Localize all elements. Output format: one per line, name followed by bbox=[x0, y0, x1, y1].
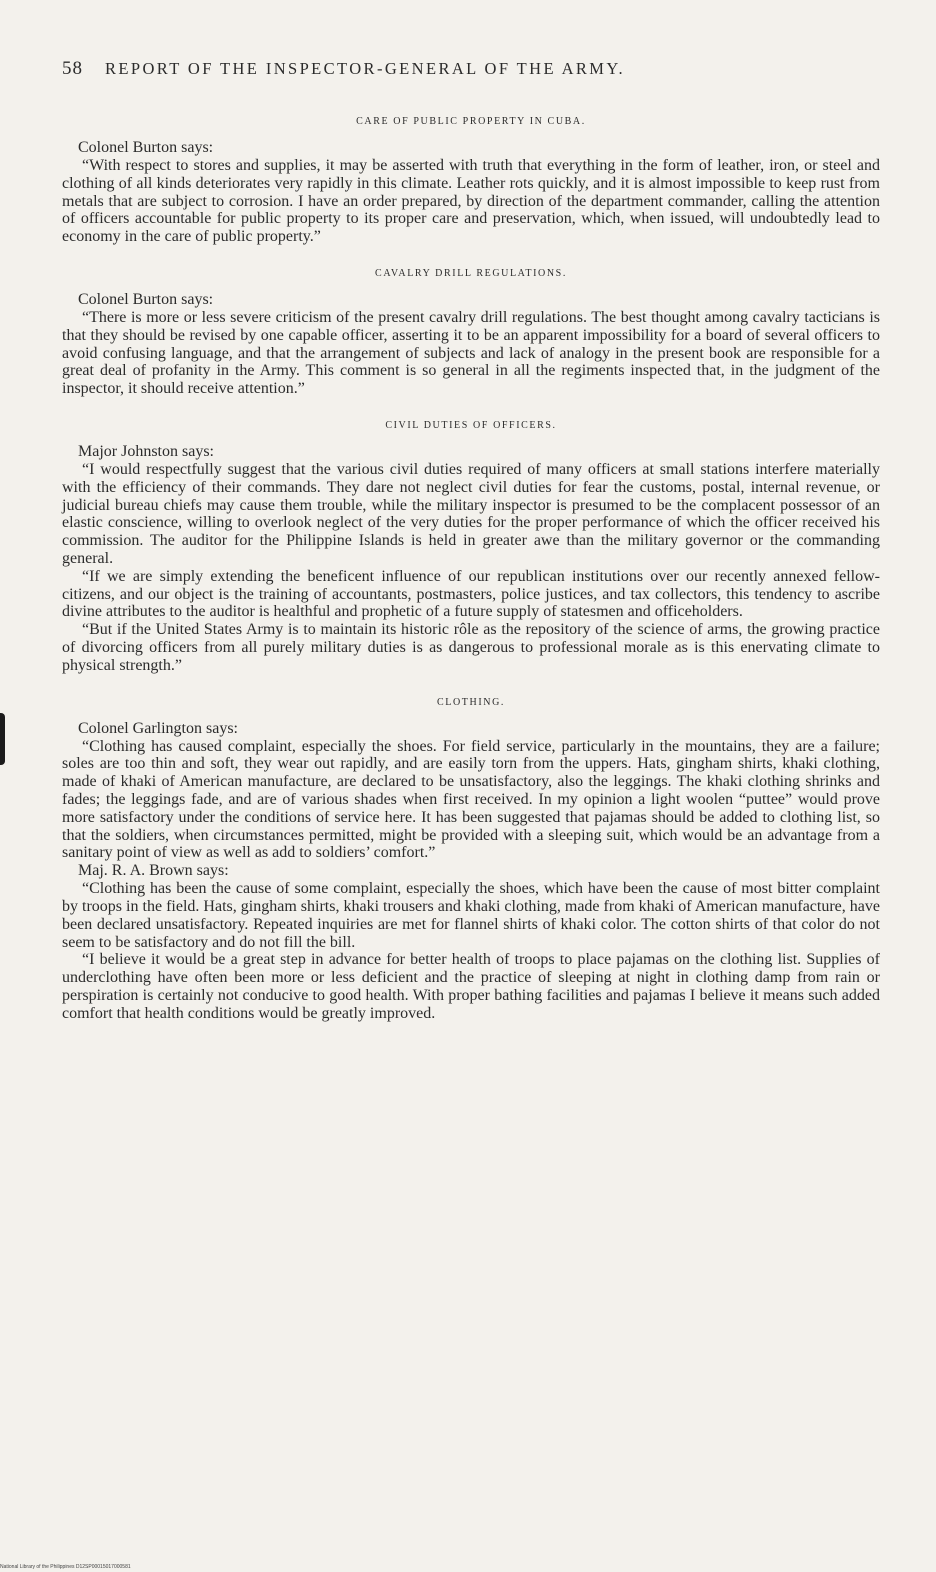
section-clothing bbox=[62, 697, 880, 863]
section-title: CAVALRY DRILL REGULATIONS. bbox=[375, 267, 567, 279]
running-title: REPORT OF THE INSPECTOR-GENERAL OF THE ARMY. bbox=[105, 59, 626, 78]
section-cavalry-drill-regulations bbox=[62, 268, 880, 398]
section-title: CLOTHING. bbox=[436, 696, 505, 708]
paragraph: “I would respectfully suggest that the various civil duties required of many officers at small stations interfere materially with the efficiency of their commands. They dare not neglect civil duties for fear the customs, postal, internal revenue, or judicial bureau chiefs may cause them trouble, while the military inspector is presumed to be the complacent possessor of an elastic conscience, willing to overlook neglect of the very duties for the proper performance of which the officer received his commission. The auditor for the Philippine Islands is held in greater awe than the military governor or the commanding general. bbox=[62, 460, 880, 567]
paragraph: “If we are simply extending the beneficent influence of our republican institutions over our recently annexed fellow-citizens, and our object is the training of accountants, postmasters, police justices, and tax collectors, this tendency to ascribe divine attributes to the auditor is healthful and prophetic of a future supply of statesmen and officeholders. bbox=[62, 567, 880, 621]
section-title: CARE OF PUBLIC PROPERTY IN CUBA. bbox=[356, 116, 586, 127]
scan-footer: National Library of the Philippines D12SP00015017000581 bbox=[0, 1564, 131, 1570]
speaker-attribution: Colonel Garlington says: bbox=[78, 719, 238, 737]
document-page bbox=[62, 58, 880, 1022]
paragraph: “There is more or less severe criticism of the present cavalry drill regulations. The best thought among cavalry tacticians is that they should be revised by one capable officer, asserting it to be an apparent impossibility for a board of several officers to avoid confusing language, and that the arrangement of subjects and lack of analogy in the present book are responsible for a great deal of profanity in the Army. This comment is so general in all the regiments inspected that, in the judgment of the inspector, it should receive attention.” bbox=[62, 308, 880, 398]
paragraph: “With respect to stores and supplies, it may be asserted with truth that everything in the form of leather, iron, or steel and clothing of all kinds deteriorates very rapidly in this climate. Leather rots quickly, and it is almost impossible to keep rust from metals that are subject to corrosion. I have an order prepared, by direction of the department commander, calling the attention of officers accountable for public property to its proper care and preservation, which, when issued, will undoubtedly lead to economy in the care of public property.” bbox=[62, 157, 880, 246]
page-number: 58 bbox=[62, 58, 83, 79]
running-head bbox=[62, 58, 880, 92]
speaker-attribution: Colonel Burton says: bbox=[78, 290, 214, 308]
section-title: CIVIL DUTIES OF OFFICERS. bbox=[385, 419, 557, 431]
paragraph: “Clothing has caused complaint, especially the shoes. For field service, particularly in the mountains, they are a failure; soles are too thin and soft, they wear out rapidly, and are easily torn from the uppers. Hats, gingham shirts, khaki clothing, made of khaki of American manufacture, are declared to be unsatisfactory, also the leggings. The khaki clothing shrinks and fades; the leggings fade, and are of various shades when first received. In my opinion a light woolen “puttee” would prove more satisfactory under the conditions of service here. It has been suggested that pajamas should be added to clothing list, so that the soldiers, when circumstances permitted, might be provided with a sleeping suit, which would be an advantage from a sanitary point of view as well as add to soldiers’ comfort.” bbox=[62, 737, 880, 862]
speaker-attribution: Maj. R. A. Brown says: bbox=[78, 862, 229, 880]
speaker-attribution: Colonel Burton says: bbox=[78, 139, 214, 156]
section-care-of-public-property bbox=[62, 116, 880, 246]
paragraph: “But if the United States Army is to maintain its historic rôle as the repository of the science of arms, the growing practice of divorcing officers from all purely military duties is as dangerous to professional morale as is this enervating climate to physical strength.” bbox=[62, 621, 880, 674]
section-clothing-continued bbox=[62, 862, 880, 1022]
paragraph: “I believe it would be a great step in advance for better health of troops to place pajamas on the clothing list. Supplies of underclothing have often been more or less deficient and the practice of sleeping at night in clothing damp from rain or perspiration is certainly not conducive to good health. With proper bathing facilities and pajamas I believe it means such added comfort that health conditions would be greatly improved. bbox=[62, 951, 880, 1022]
binding-edge-mark bbox=[0, 713, 5, 765]
section-civil-duties-of-officers bbox=[62, 420, 880, 675]
paragraph: “Clothing has been the cause of some complaint, especially the shoes, which have been the cause of most bitter complaint by troops in the field. Hats, gingham shirts, khaki trousers and khaki clothing, made from khaki of American manufacture, have been declared unsatisfactory. Repeated inquiries are met for flannel shirts of khaki color. The cotton shirts of that color do not seem to be satisfactory and do not fill the bill. bbox=[62, 880, 880, 951]
speaker-attribution: Major Johnston says: bbox=[78, 442, 214, 460]
